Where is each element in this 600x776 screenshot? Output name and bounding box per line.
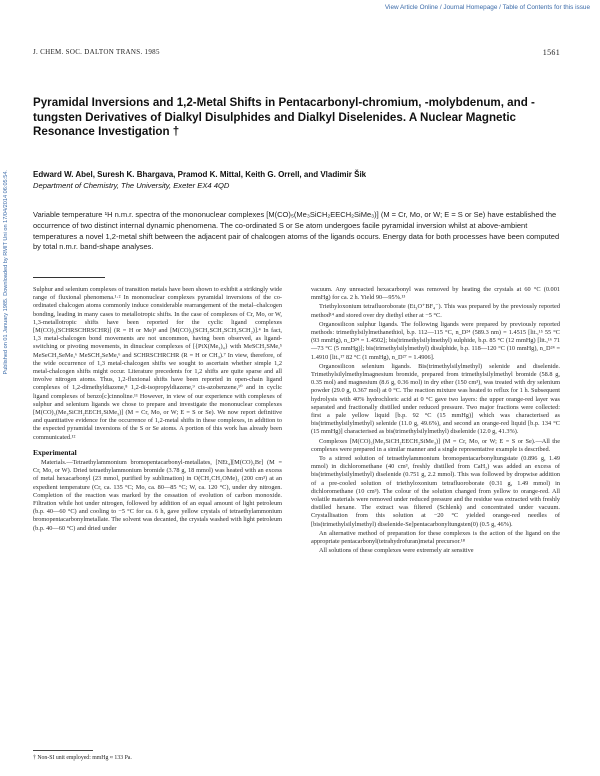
left-column bbox=[33, 286, 282, 534]
experimental-heading: Experimental bbox=[33, 447, 77, 457]
body-paragraph: An alternative method of preparation for these complexes is the action of the ligand on the appropriate pentacarbonyl(tetrahydrofuran)metal precursor.¹⁸ bbox=[311, 529, 560, 546]
download-watermark: Published on 01 January 1985. Downloaded by RMIT Uni on 17/04/2014 06:05:54. bbox=[3, 170, 9, 375]
body-paragraph: Organosilicon selenium ligands. Bis(trimethylsilylmethyl) selenide and diselenide. Trimethylsilylmethylmagnesium bromide, prepared from trimethylsilylmethyl bromide (58.8 g, 0.35 mol) and magnesium (8.6 g, 0.36 mol) in dry ether (150 cm³), was treated with dry selenium powder (29.0 g, 0.367 mol) at 0 °C. The reaction mixture was heated to reflux for 1 h. Subsequent hydrolysis with 40% hydrochloric acid at 0 °C gave two layers: the upper orange-red layer was separated and fractionally distilled under reduced pressure. Two major fractions were collected: first a pale yellow liquid [b.p. 92 °C (15 mmHg)] which was characterised as bis(trimethylsilylmethyl) selenide (11.0 g, 49.6%), and second an orange-red liquid [b.p. 134 °C (15 mmHg)] characterised as bis(trimethylsilylmethyl) diselenide (12.0 g, 41.3%). bbox=[311, 362, 560, 436]
link-separator: / bbox=[438, 4, 444, 11]
body-paragraph: vacuum. Any unreacted hexacarbonyl was removed by heating the crystals at 60 °C (0.001 mmHg) for ca. 2 h. Yield 90—95%.¹³ bbox=[311, 286, 560, 302]
article-title: Pyramidal Inversions and 1,2-Metal Shifts in Pentacarbonyl-chromium, -molybdenum, and -tungsten Derivatives of Dialkyl Disulphides and Dialkyl Diselenides. A Nuclear Magnetic Resonance Investigation † bbox=[33, 96, 535, 139]
body-paragraph: Complexes [M(CO)₅(Me₃SiCH₂EECH₂SiMe₃)] (M = Cr, Mo, or W; E = S or Se).—All the complexes were prepared in a similar manner and a single representative example is described. bbox=[311, 437, 560, 453]
toc-link[interactable]: Table of Contents for this issue bbox=[502, 4, 590, 11]
view-online-link[interactable]: View Article Online bbox=[384, 4, 439, 11]
right-column bbox=[311, 286, 560, 557]
journal-homepage-link[interactable]: Journal Homepage bbox=[443, 4, 498, 11]
intro-paragraph: Sulphur and selenium complexes of transition metals have been shown to exhibit a strikingly wide range of fluxional phenomena.¹·² In mononuclear complexes pyramidal inversions of the co-ordinated chalcogen atoms commonly induce considerable rearrangement of the metal–chalcogen bonding, leading in many cases to metallotropic shifts. In the case of complexes of Cr, Mo, or W, 1,3-metallotropic shifts have been reported for the cyclic ligand complexes [M(CO)₅(SCHRSCHRSCHR)] (R = H or Me)³ and [M(CO)₅(SCH₂SCH₂SCH₂SCH₂)].⁴ In fact, 1,3 metal-chalcogen bond movements are not uncommon, having been observed, as ligand-switching or pivoting movements, in dinuclear complexes of [{PtX(Me₃)₄} with MeSCH₂SMe,⁵ MeSeCH₂SeMe,⁶ MeSCH₂SeMe,⁶ and SCHRSCHRCHR (R = H or CH₃).⁷ In view, therefore, of the wide occurrence of 1,3 metal-chalcogen shifts we sought to ascertain whether simple 1,2 metal-chalcogen shifts might occur. Literature precedents for 1,2 shifts are quite sparse and all involve nitrogen atoms. Thus, 1,2-fluxional shifts have been reported in open-chain ligand complexes of 1,2-dimethyldiazene,⁸ 1,2-di-isopropyldiazene,⁹ cis-azobenzene,¹⁰ and in cyclic ligand complexes of benzo[c]cinnoline.¹¹ However, in view of our experience with complexes of sulphur and selenium ligands we chose to prepare and investigate the mononuclear complexes [M(CO)₅(Me₃SiCH₂EECH₂SiMe₃)] (M = Cr, Mo, or W; E = S or Se). We now report definitive and quantitative evidence for the occurrence of 1,2-metal shifts in these complexes, in addition to the expected pyramidal inversions of the S or Se atoms. A portion of this work has already been communicated.¹² bbox=[33, 286, 282, 441]
section-divider bbox=[33, 277, 105, 278]
body-paragraph: Triethyloxonium tetrafluoroborate (Et₃O⁺BF₄⁻). This was prepared by the previously reported method¹⁴ and stored over dry diethyl ether at −5 °C. bbox=[311, 303, 560, 319]
page-number: 1561 bbox=[542, 48, 560, 57]
body-paragraph: Organosilicon sulphur ligands. The following ligands were prepared by previously reported methods: trimethylsilylmethanethiol, b.p. 112—115 °C, n_D²⁴ (589.3 nm) = 1.4515 [lit.,¹⁵ 55 °C (93 mmHg), n_D²⁴ = 1.4502]; bis(trimethylsilylmethyl) sulphide, b.p. 85 °C (12 mmHg) [lit.,¹⁶ 71—73 °C (5 mmHg)]; bis(trimethylsilylmethyl) disulphide, b.p. 118—120 °C (10 mmHg), n_D²⁴ = 1.4910 [lit.,¹⁷ 82 °C (1 mmHg), n_D²⁷ = 1.4906]. bbox=[311, 320, 560, 361]
affiliation: Department of Chemistry, The University, Exeter EX4 4QD bbox=[33, 181, 230, 190]
footnote-divider bbox=[33, 750, 93, 751]
running-head bbox=[33, 48, 560, 56]
body-paragraph: All solutions of these complexes were extremely air sensitive bbox=[319, 547, 474, 555]
abstract: Variable temperature ¹H n.m.r. spectra of the mononuclear complexes [M(CO)₅(Me₃SiCH₂EECH₂SiMe₃)] (M = Cr, Mo, or W; E = S or Se) have established the occurrence of two distinct internal dynamic phenomena. The co-ordinated S or Se atom undergoes facile pyramidal inversion whilst at above-ambient temperatures a novel 1,2-metal shift between the adjacent pair of chalcogen atoms of the ligands occurs. Energy data for both processes have been computed by total n.m.r. band-shape analyses. bbox=[33, 210, 560, 252]
author-list: Edward W. Abel, Suresh K. Bhargava, Pramod K. Mittal, Keith G. Orrell, and Vladimir Šik bbox=[33, 170, 367, 179]
body-paragraph: To a stirred solution of tetraethylammonium bromopentacarbonyltungstate (0.896 g, 1.49 mmol) in dichloromethane (40 cm³, freshly distilled from CaH₂) was added an excess of bis(trimethylsilylmethyl) diselenide (0.751 g, 2.2 mmol). This was followed by dropwise addition of a pre-cooled solution of triethyloxonium tetrafluoroborate (0.31 g, 1.49 mmol) in dichloromethane (10 cm³). The colour of the solution changed from yellow to orange-red. All volatile materials were removed under reduced pressure and the residue was extracted with freshly distilled hexane. The extract was filtered (Schlenk) and concentrated under vacuum. Crystallisation from this solution at −20 °C yielded orange-red needles of [bis(trimethylsilylmethyl) diselenide-Se]pentacarbonyltungsten(0) (0.5 g, 46%). bbox=[311, 455, 560, 528]
journal-name: J. CHEM. SOC. DALTON TRANS. 1985 bbox=[33, 48, 160, 56]
materials-paragraph: Materials.—Tetraethylammonium bromopentacarbonyl-metallates, [NEt₄][M(CO)₅Br] (M = Cr, Mo, or W). Dried tetraethylammonium bromide (3.78 g, 18 mmol) was heated with an excess of metal hexacarbonyl (23 mmol, purified by sublimation) in O(CH₂CH₂OMe)₂ (200 cm³) at an expedient temperature (Cr, ca. 135 °C; Mo, ca. 80—85 °C; W, ca. 120 °C), under dry nitrogen. Completion of the reaction was marked by the cessation of evolution of carbon monoxide. Filtration while hot under nitrogen, followed by addition of an equal amount of light petroleum (b.p. 40—60 °C) and cooling to −5 °C for ca. 6 h, gave yellow crystals of tetraethylammonium bromopentacarbonylmetallate. The solvent was decanted, the crystals washed with light petroleum (b.p. 40—60 °C) and dried under bbox=[33, 459, 282, 532]
footnote: † Non-SI unit employed: mmHg ≈ 133 Pa. bbox=[33, 755, 132, 761]
link-separator: / bbox=[497, 4, 503, 11]
top-links bbox=[385, 4, 590, 11]
